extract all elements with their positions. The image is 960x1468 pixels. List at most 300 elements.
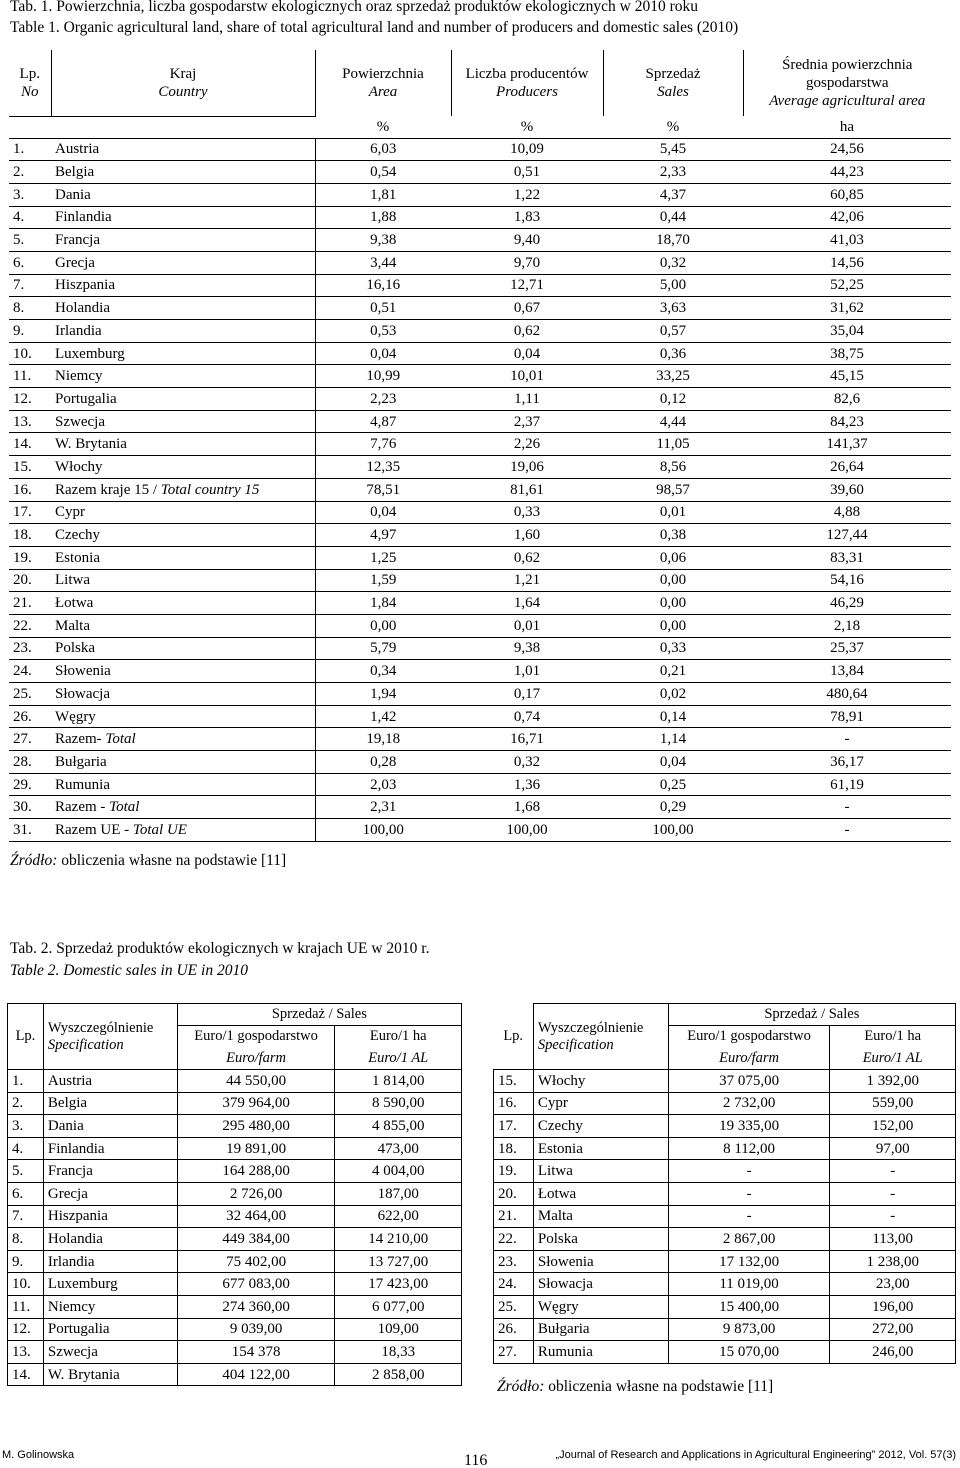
row-euro-per-ha: 113,00 xyxy=(830,1228,956,1251)
table2-left-header-ha-en: Euro/1 AL xyxy=(335,1048,462,1070)
table-row xyxy=(9,796,951,819)
table-row xyxy=(8,1273,462,1296)
row-sales: 4,37 xyxy=(603,183,743,206)
table-row xyxy=(9,660,951,683)
table2-right-header-ha-en: Euro/1 AL xyxy=(830,1048,956,1070)
row-number: 28. xyxy=(9,751,51,774)
table-row xyxy=(9,819,951,842)
table-row xyxy=(9,773,951,796)
row-country: Słowacja xyxy=(533,1273,668,1296)
table-row xyxy=(494,1341,956,1364)
table-row xyxy=(494,1160,956,1183)
row-euro-per-farm: 295 480,00 xyxy=(177,1115,335,1138)
row-number: 27. xyxy=(9,728,51,751)
row-producers: 1,64 xyxy=(451,592,603,615)
table2-right-header-ha: Euro/1 ha xyxy=(830,1026,956,1048)
row-country: Holandia xyxy=(51,297,315,320)
row-producers: 0,01 xyxy=(451,614,603,637)
row-euro-per-ha: - xyxy=(830,1205,956,1228)
page-number: 116 xyxy=(464,1452,488,1468)
table-row xyxy=(9,683,951,706)
row-producers: 1,01 xyxy=(451,660,603,683)
row-euro-per-farm: 37 075,00 xyxy=(668,1070,830,1093)
row-producers: 81,61 xyxy=(451,478,603,501)
row-country: Austria xyxy=(43,1070,177,1093)
row-country: Litwa xyxy=(533,1160,668,1183)
row-area: 0,04 xyxy=(315,342,451,365)
row-producers: 0,17 xyxy=(451,683,603,706)
table2-right xyxy=(493,1003,956,1364)
row-number: 2. xyxy=(9,161,51,184)
table-row xyxy=(8,1295,462,1318)
row-area: 0,00 xyxy=(315,614,451,637)
row-producers: 10,01 xyxy=(451,365,603,388)
row-euro-per-farm: 32 464,00 xyxy=(177,1205,335,1228)
row-area: 0,28 xyxy=(315,751,451,774)
row-sales: 33,25 xyxy=(603,365,743,388)
row-euro-per-farm: 2 726,00 xyxy=(177,1182,335,1205)
row-euro-per-farm: 2 732,00 xyxy=(668,1092,830,1115)
row-average-area: 24,56 xyxy=(743,138,951,161)
row-number: 14. xyxy=(9,433,51,456)
row-number: 21. xyxy=(9,592,51,615)
row-sales: 0,57 xyxy=(603,320,743,343)
row-producers: 0,74 xyxy=(451,705,603,728)
row-area: 16,16 xyxy=(315,274,451,297)
table2-right-header-farm: Euro/1 gospodarstwo xyxy=(668,1026,830,1048)
row-euro-per-ha: 4 855,00 xyxy=(335,1115,462,1138)
row-producers: 1,60 xyxy=(451,524,603,547)
row-average-area: 54,16 xyxy=(743,569,951,592)
row-producers: 10,09 xyxy=(451,138,603,161)
table-row xyxy=(9,705,951,728)
table-row xyxy=(9,251,951,274)
row-area: 1,42 xyxy=(315,705,451,728)
row-number: 20. xyxy=(494,1182,534,1205)
table-row xyxy=(494,1318,956,1341)
row-number: 11. xyxy=(9,365,51,388)
row-country: Hiszpania xyxy=(51,274,315,297)
row-area: 1,94 xyxy=(315,683,451,706)
row-number: 10. xyxy=(9,342,51,365)
row-area: 7,76 xyxy=(315,433,451,456)
row-producers: 0,62 xyxy=(451,546,603,569)
table-row xyxy=(8,1092,462,1115)
row-producers: 9,40 xyxy=(451,229,603,252)
row-country: Słowenia xyxy=(51,660,315,683)
table-row xyxy=(9,524,951,547)
row-sales: 0,21 xyxy=(603,660,743,683)
row-euro-per-farm: - xyxy=(668,1182,830,1205)
table-row xyxy=(9,365,951,388)
footer-author: M. Golinowska xyxy=(2,1449,75,1461)
row-country: Bułgaria xyxy=(533,1318,668,1341)
table-row xyxy=(8,1070,462,1093)
row-producers: 1,11 xyxy=(451,388,603,411)
row-sales: 3,63 xyxy=(603,297,743,320)
row-number: 7. xyxy=(8,1205,44,1228)
row-sales: 98,57 xyxy=(603,478,743,501)
row-country: Niemcy xyxy=(43,1295,177,1318)
row-euro-per-farm: 677 083,00 xyxy=(177,1273,335,1296)
row-number: 3. xyxy=(9,183,51,206)
row-number: 14. xyxy=(8,1363,44,1386)
row-country: Luxemburg xyxy=(43,1273,177,1296)
row-euro-per-farm: 449 384,00 xyxy=(177,1228,335,1251)
row-producers: 0,62 xyxy=(451,320,603,343)
row-area: 2,03 xyxy=(315,773,451,796)
row-country: Włochy xyxy=(533,1070,668,1093)
row-average-area: 14,56 xyxy=(743,251,951,274)
row-area: 2,31 xyxy=(315,796,451,819)
row-area: 19,18 xyxy=(315,728,451,751)
row-country: Polska xyxy=(51,637,315,660)
row-euro-per-ha: 152,00 xyxy=(830,1115,956,1138)
row-producers: 0,33 xyxy=(451,501,603,524)
row-country: Słowenia xyxy=(533,1250,668,1273)
row-average-area: 4,88 xyxy=(743,501,951,524)
row-country: W. Brytania xyxy=(51,433,315,456)
row-euro-per-farm: 2 867,00 xyxy=(668,1228,830,1251)
row-average-area: 84,23 xyxy=(743,410,951,433)
row-average-area: 41,03 xyxy=(743,229,951,252)
row-area: 0,54 xyxy=(315,161,451,184)
table-row xyxy=(9,297,951,320)
table-row xyxy=(8,1115,462,1138)
row-number: 16. xyxy=(9,478,51,501)
row-number: 8. xyxy=(8,1228,44,1251)
row-sales: 0,25 xyxy=(603,773,743,796)
row-euro-per-ha: 1 238,00 xyxy=(830,1250,956,1273)
table-row xyxy=(494,1228,956,1251)
row-euro-per-ha: 272,00 xyxy=(830,1318,956,1341)
table2-right-header-lp: Lp. xyxy=(503,1027,524,1044)
row-number: 12. xyxy=(8,1318,44,1341)
table2-caption-en: Table 2. Domestic sales in UE in 2010 xyxy=(10,962,248,979)
row-sales: 0,36 xyxy=(603,342,743,365)
row-area: 0,51 xyxy=(315,297,451,320)
row-country: Malta xyxy=(51,614,315,637)
row-euro-per-ha: 559,00 xyxy=(830,1092,956,1115)
row-producers: 1,83 xyxy=(451,206,603,229)
row-euro-per-ha: - xyxy=(830,1182,956,1205)
row-number: 16. xyxy=(494,1092,534,1115)
table2-left-header-farm: Euro/1 gospodarstwo xyxy=(177,1026,335,1048)
row-sales: 0,29 xyxy=(603,796,743,819)
row-number: 9. xyxy=(8,1250,44,1273)
row-area: 100,00 xyxy=(315,819,451,842)
row-country: Estonia xyxy=(51,546,315,569)
row-area: 10,99 xyxy=(315,365,451,388)
table-row xyxy=(9,637,951,660)
table-row xyxy=(9,478,951,501)
unit-area: % xyxy=(315,116,451,138)
row-number: 3. xyxy=(8,1115,44,1138)
row-average-area: 35,04 xyxy=(743,320,951,343)
row-area: 5,79 xyxy=(315,637,451,660)
row-area: 6,03 xyxy=(315,138,451,161)
table1-caption-pl: Tab. 1. Powierzchnia, liczba gospodarstw ekologicznych oraz sprzedaż produktów ekologicznych w 2010 roku xyxy=(10,0,699,15)
table-row xyxy=(9,456,951,479)
row-producers: 19,06 xyxy=(451,456,603,479)
row-country: Malta xyxy=(533,1205,668,1228)
row-sales: 0,14 xyxy=(603,705,743,728)
row-area: 78,51 xyxy=(315,478,451,501)
table-row xyxy=(8,1341,462,1364)
unit-average: ha xyxy=(743,116,951,138)
row-producers: 0,67 xyxy=(451,297,603,320)
table2-left-header-spec: Wyszczególnienie Specification xyxy=(43,1004,177,1070)
row-number: 26. xyxy=(494,1318,534,1341)
row-average-area: 31,62 xyxy=(743,297,951,320)
row-euro-per-ha: 1 392,00 xyxy=(830,1070,956,1093)
row-number: 26. xyxy=(9,705,51,728)
table2-left-header-lp: Lp. xyxy=(8,1004,44,1070)
row-euro-per-farm: 19 891,00 xyxy=(177,1137,335,1160)
row-euro-per-ha: 13 727,00 xyxy=(335,1250,462,1273)
table2-source: Źródło: obliczenia własne na podstawie [11] xyxy=(497,1378,774,1395)
row-sales: 11,05 xyxy=(603,433,743,456)
row-area: 1,88 xyxy=(315,206,451,229)
row-euro-per-ha: 196,00 xyxy=(830,1295,956,1318)
row-country: Węgry xyxy=(51,705,315,728)
footer-journal: „Journal of Research and Applications in Agricultural Engineering” 2012, Vol. 57(3) xyxy=(555,1449,956,1461)
row-number: 19. xyxy=(9,546,51,569)
row-country: Polska xyxy=(533,1228,668,1251)
table-row xyxy=(9,206,951,229)
row-sales: 0,44 xyxy=(603,206,743,229)
row-producers: 1,22 xyxy=(451,183,603,206)
row-area: 1,84 xyxy=(315,592,451,615)
row-number: 5. xyxy=(8,1160,44,1183)
row-sales: 0,32 xyxy=(603,251,743,274)
row-sales: 18,70 xyxy=(603,229,743,252)
table-row xyxy=(494,1092,956,1115)
table-row xyxy=(9,728,951,751)
row-euro-per-ha: 1 814,00 xyxy=(335,1070,462,1093)
table-row xyxy=(8,1363,462,1386)
table-row xyxy=(8,1182,462,1205)
table2-left xyxy=(7,1003,462,1386)
row-country: Grecja xyxy=(43,1182,177,1205)
row-average-area: 26,64 xyxy=(743,456,951,479)
row-average-area: - xyxy=(743,819,951,842)
row-euro-per-ha: 23,00 xyxy=(830,1273,956,1296)
row-country: Irlandia xyxy=(51,320,315,343)
row-sales: 8,56 xyxy=(603,456,743,479)
row-number: 8. xyxy=(9,297,51,320)
row-sales: 0,01 xyxy=(603,501,743,524)
table-row xyxy=(8,1318,462,1341)
row-country: Cypr xyxy=(533,1092,668,1115)
table-row xyxy=(8,1228,462,1251)
table-row xyxy=(8,1250,462,1273)
table-row xyxy=(9,433,951,456)
table-row xyxy=(9,320,951,343)
row-number: 24. xyxy=(9,660,51,683)
table-row xyxy=(9,569,951,592)
table-row xyxy=(8,1160,462,1183)
row-average-area: 13,84 xyxy=(743,660,951,683)
row-country: Austria xyxy=(51,138,315,161)
row-average-area: 38,75 xyxy=(743,342,951,365)
row-area: 0,53 xyxy=(315,320,451,343)
row-average-area: 127,44 xyxy=(743,524,951,547)
row-number: 4. xyxy=(8,1137,44,1160)
table-row xyxy=(9,183,951,206)
row-average-area: 42,06 xyxy=(743,206,951,229)
table-row xyxy=(9,274,951,297)
table2-right-header-farm-en: Euro/farm xyxy=(668,1048,830,1070)
row-sales: 0,02 xyxy=(603,683,743,706)
row-producers: 1,36 xyxy=(451,773,603,796)
row-country: Węgry xyxy=(533,1295,668,1318)
row-number: 11. xyxy=(8,1295,44,1318)
row-number: 17. xyxy=(9,501,51,524)
row-country: Hiszpania xyxy=(43,1205,177,1228)
row-average-area: 61,19 xyxy=(743,773,951,796)
table-row xyxy=(9,138,951,161)
row-country: Razem UE - Total UE xyxy=(51,819,315,842)
row-area: 1,59 xyxy=(315,569,451,592)
header-country: Kraj Country xyxy=(51,50,315,116)
row-number: 24. xyxy=(494,1273,534,1296)
row-euro-per-farm: 164 288,00 xyxy=(177,1160,335,1183)
row-country: W. Brytania xyxy=(43,1363,177,1386)
row-area: 2,23 xyxy=(315,388,451,411)
row-producers: 2,37 xyxy=(451,410,603,433)
row-euro-per-farm: 15 070,00 xyxy=(668,1341,830,1364)
row-euro-per-ha: 97,00 xyxy=(830,1137,956,1160)
row-average-area: 141,37 xyxy=(743,433,951,456)
row-country: Finlandia xyxy=(43,1137,177,1160)
row-euro-per-farm: 15 400,00 xyxy=(668,1295,830,1318)
header-lp: Lp. No xyxy=(9,50,51,116)
row-euro-per-farm: 17 132,00 xyxy=(668,1250,830,1273)
row-area: 0,04 xyxy=(315,501,451,524)
row-country: Bułgaria xyxy=(51,751,315,774)
row-number: 9. xyxy=(9,320,51,343)
row-number: 4. xyxy=(9,206,51,229)
row-number: 29. xyxy=(9,773,51,796)
table-row xyxy=(9,751,951,774)
row-average-area: 36,17 xyxy=(743,751,951,774)
row-number: 17. xyxy=(494,1115,534,1138)
row-number: 18. xyxy=(494,1137,534,1160)
row-country: Cypr xyxy=(51,501,315,524)
table2-right-header-sales: Sprzedaż / Sales xyxy=(668,1004,955,1026)
row-country: Łotwa xyxy=(533,1182,668,1205)
row-producers: 2,26 xyxy=(451,433,603,456)
row-average-area: 2,18 xyxy=(743,614,951,637)
row-country: Szwecja xyxy=(51,410,315,433)
row-country: Belgia xyxy=(51,161,315,184)
table-row xyxy=(8,1205,462,1228)
row-number: 10. xyxy=(8,1273,44,1296)
row-country: Włochy xyxy=(51,456,315,479)
row-number: 15. xyxy=(494,1070,534,1093)
row-number: 1. xyxy=(9,138,51,161)
row-euro-per-ha: 246,00 xyxy=(830,1341,956,1364)
table-row xyxy=(9,388,951,411)
row-country: Francja xyxy=(51,229,315,252)
row-sales: 0,06 xyxy=(603,546,743,569)
row-country: Finlandia xyxy=(51,206,315,229)
row-producers: 0,04 xyxy=(451,342,603,365)
row-area: 3,44 xyxy=(315,251,451,274)
row-country: Rumunia xyxy=(533,1341,668,1364)
table-row xyxy=(494,1295,956,1318)
row-country: Holandia xyxy=(43,1228,177,1251)
row-euro-per-ha: 622,00 xyxy=(335,1205,462,1228)
row-sales: 1,14 xyxy=(603,728,743,751)
table2-caption-pl: Tab. 2. Sprzedaż produktów ekologicznych w krajach UE w 2010 r. xyxy=(10,940,430,957)
table2-right-header-spec: Wyszczególnienie Specification xyxy=(533,1004,668,1070)
row-country: Razem kraje 15 / Total country 15 xyxy=(51,478,315,501)
row-area: 4,87 xyxy=(315,410,451,433)
table-row xyxy=(494,1182,956,1205)
row-average-area: 83,31 xyxy=(743,546,951,569)
row-number: 27. xyxy=(494,1341,534,1364)
row-country: Szwecja xyxy=(43,1341,177,1364)
row-country: Belgia xyxy=(43,1092,177,1115)
row-country: Czechy xyxy=(51,524,315,547)
row-number: 6. xyxy=(8,1182,44,1205)
row-euro-per-ha: 8 590,00 xyxy=(335,1092,462,1115)
unit-producers: % xyxy=(451,116,603,138)
row-euro-per-farm: 44 550,00 xyxy=(177,1070,335,1093)
row-number: 21. xyxy=(494,1205,534,1228)
row-sales: 0,00 xyxy=(603,569,743,592)
row-producers: 16,71 xyxy=(451,728,603,751)
row-euro-per-ha: 18,33 xyxy=(335,1341,462,1364)
row-average-area: 82,6 xyxy=(743,388,951,411)
table-row xyxy=(494,1273,956,1296)
row-area: 0,34 xyxy=(315,660,451,683)
table-row xyxy=(8,1137,462,1160)
row-producers: 0,51 xyxy=(451,161,603,184)
row-producers: 9,38 xyxy=(451,637,603,660)
table1-source: Źródło: obliczenia własne na podstawie [11] xyxy=(10,852,287,869)
row-country: Dania xyxy=(43,1115,177,1138)
row-number: 23. xyxy=(9,637,51,660)
table-row xyxy=(494,1115,956,1138)
table-row xyxy=(9,614,951,637)
row-number: 25. xyxy=(494,1295,534,1318)
row-number: 2. xyxy=(8,1092,44,1115)
row-number: 13. xyxy=(8,1341,44,1364)
table-row xyxy=(9,342,951,365)
table-row xyxy=(494,1250,956,1273)
row-average-area: 45,15 xyxy=(743,365,951,388)
row-number: 30. xyxy=(9,796,51,819)
row-euro-per-farm: 11 019,00 xyxy=(668,1273,830,1296)
row-country: Słowacja xyxy=(51,683,315,706)
table1-caption-en: Table 1. Organic agricultural land, share of total agricultural land and number of producers and domestic sales (2010) xyxy=(10,19,739,36)
row-number: 31. xyxy=(9,819,51,842)
row-sales: 0,38 xyxy=(603,524,743,547)
row-sales: 0,33 xyxy=(603,637,743,660)
row-area: 9,38 xyxy=(315,229,451,252)
row-producers: 0,32 xyxy=(451,751,603,774)
row-average-area: 46,29 xyxy=(743,592,951,615)
row-sales: 100,00 xyxy=(603,819,743,842)
row-average-area: 60,85 xyxy=(743,183,951,206)
table-row xyxy=(9,410,951,433)
row-number: 22. xyxy=(9,614,51,637)
row-sales: 5,45 xyxy=(603,138,743,161)
row-country: Czechy xyxy=(533,1115,668,1138)
